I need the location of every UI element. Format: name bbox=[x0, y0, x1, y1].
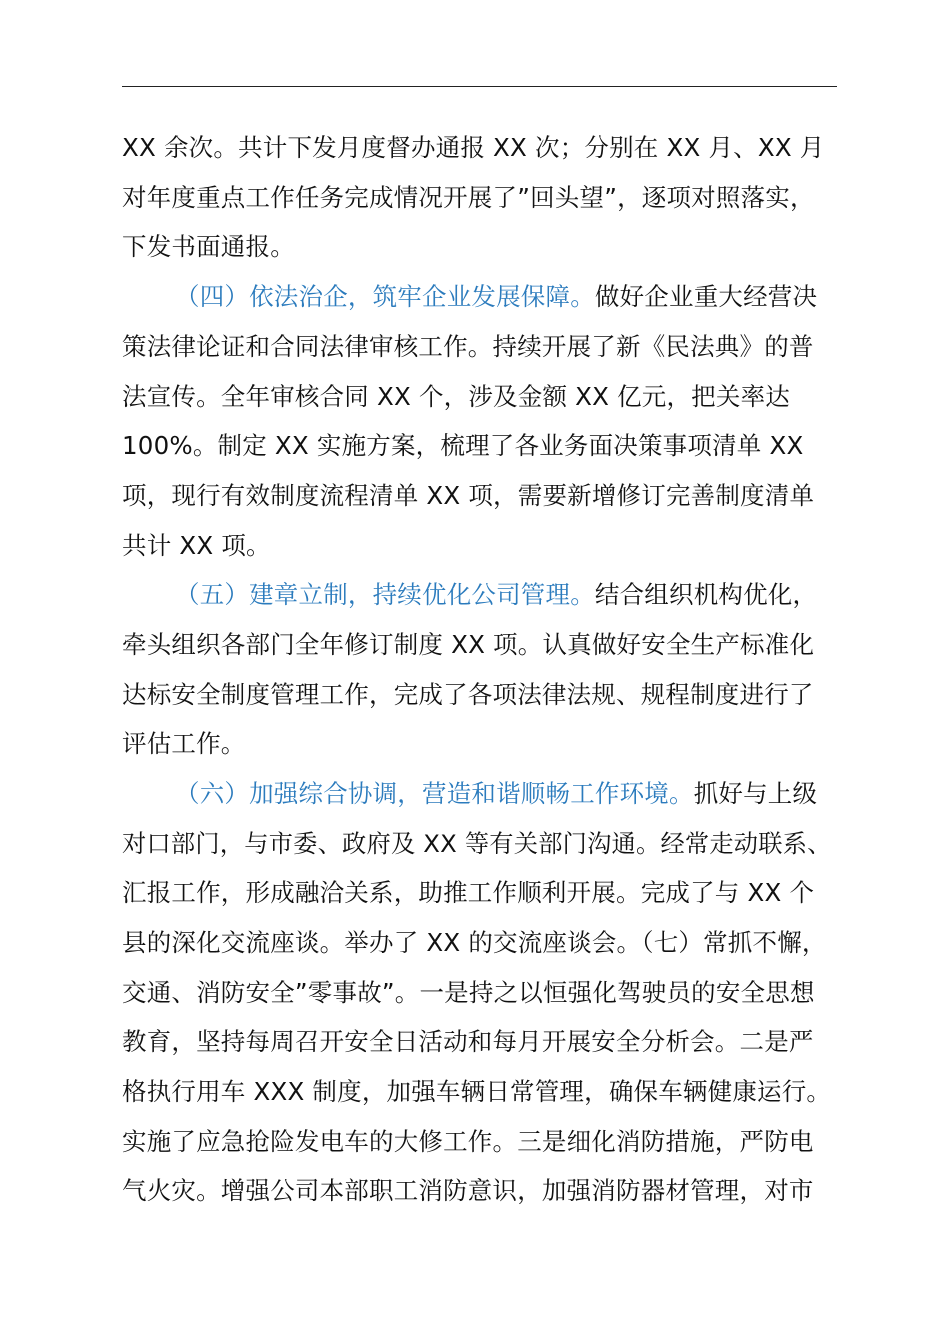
body-line: 牵头组织各部门全年修订制度 XX 项。认真做好安全生产标准化 bbox=[122, 630, 815, 659]
body-line: 法宣传。全年审核合同 XX 个，涉及金额 XX 亿元，把关率达 bbox=[122, 382, 790, 411]
paragraph-first-line bbox=[175, 578, 817, 612]
body-text: 抓好与上级 bbox=[693, 779, 818, 808]
body-text: 结合组织机构优化， bbox=[594, 580, 818, 609]
body-line: 格执行用车 XXX 制度，加强车辆日常管理，确保车辆健康运行。 bbox=[122, 1077, 832, 1106]
body-line: 汇报工作，形成融洽关系，助推工作顺利开展。完成了与 XX 个 bbox=[122, 878, 815, 907]
section-heading: （六）加强综合协调，营造和谐顺畅工作环境。 bbox=[175, 779, 694, 808]
body-line: 策法律论证和合同法律审核工作。持续开展了新《民法典》的普 bbox=[122, 332, 814, 361]
body-line: 共计 XX 项。 bbox=[122, 531, 271, 560]
body-line: 下发书面通报。 bbox=[122, 232, 295, 261]
body-line: 教育，坚持每周召开安全日活动和每月开展安全分析会。二是严 bbox=[122, 1027, 814, 1056]
body-line: 对口部门，与市委、政府及 XX 等有关部门沟通。经常走动联系、 bbox=[122, 829, 832, 858]
body-line: 对年度重点工作任务完成情况开展了”回头望”，逐项对照落实， bbox=[122, 183, 815, 212]
body-line: 100%。制定 XX 实施方案，梳理了各业务面决策事项清单 XX bbox=[122, 431, 804, 460]
paragraph-first-line bbox=[175, 280, 817, 314]
body-line: 实施了应急抢险发电车的大修工作。三是细化消防措施，严防电 bbox=[122, 1127, 814, 1156]
body-line: XX 余次。共计下发月度督办通报 XX 次；分别在 XX 月、XX 月 bbox=[122, 133, 825, 162]
body-line: 县的深化交流座谈。举办了 XX 的交流座谈会。（七）常抓不懈， bbox=[122, 928, 827, 957]
body-line: 气火灾。增强公司本部职工消防意识，加强消防器材管理，对市 bbox=[122, 1176, 814, 1205]
section-heading: （四）依法治企，筑牢企业发展保障。 bbox=[175, 282, 595, 311]
paragraph-first-line bbox=[175, 777, 817, 811]
body-line: 达标安全制度管理工作，完成了各项法律法规、规程制度进行了 bbox=[122, 680, 814, 709]
body-line: 交通、消防安全”零事故”。一是持之以恒强化驾驶员的安全思想 bbox=[122, 978, 815, 1007]
header-rule bbox=[122, 86, 837, 87]
body-text: 做好企业重大经营决 bbox=[594, 282, 818, 311]
body-line: 项，现行有效制度流程清单 XX 项，需要新增修订完善制度清单 bbox=[122, 481, 815, 510]
body-line: 评估工作。 bbox=[122, 729, 246, 758]
section-heading: （五）建章立制，持续优化公司管理。 bbox=[175, 580, 595, 609]
